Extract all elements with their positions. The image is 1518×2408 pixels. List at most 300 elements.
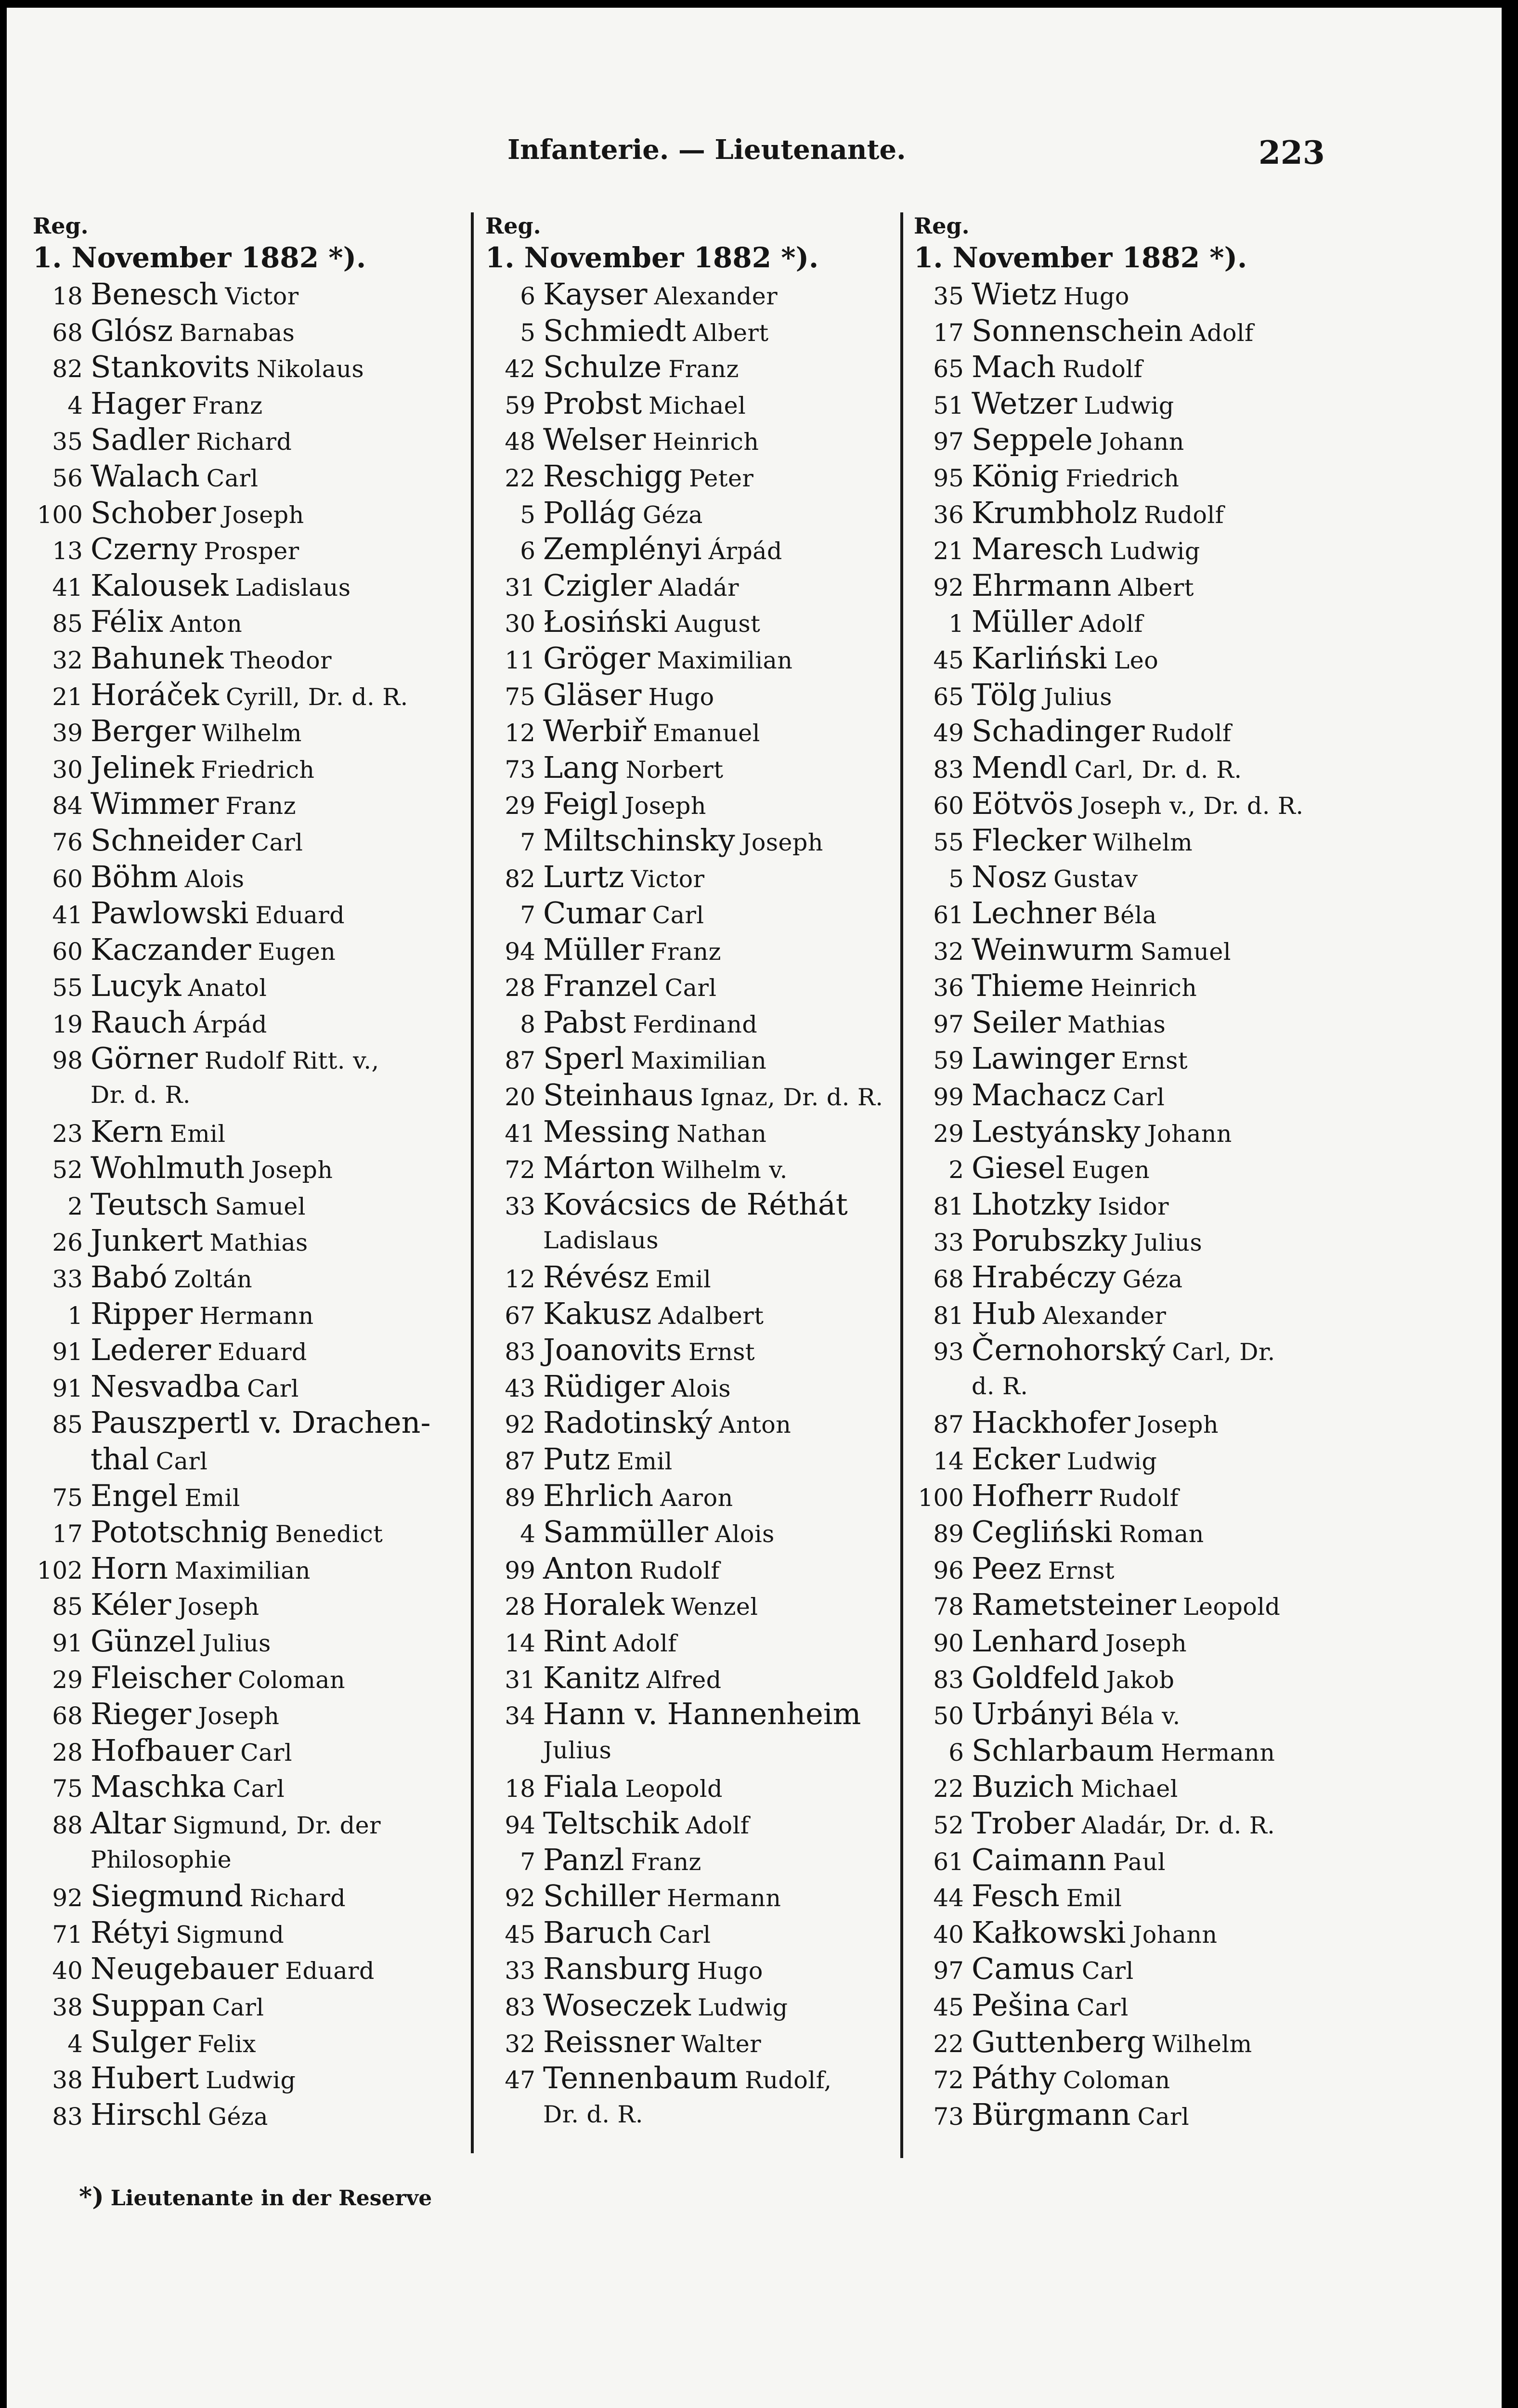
regiment-number: 78 [933, 1593, 964, 1621]
officer-entry [29, 1987, 477, 2024]
officer-entry [481, 1842, 905, 1878]
officer-given-name: Anton [169, 610, 243, 638]
officer-given-name: Gustav [1053, 865, 1138, 893]
officer-given-name: Franz [668, 355, 739, 383]
officer-entry [910, 2024, 1488, 2060]
regiment-number: 29 [52, 1665, 83, 1694]
regiment-number: 83 [933, 1665, 964, 1694]
officer-given-name: Julius [202, 1629, 271, 1657]
officer-surname: Maresch [972, 531, 1103, 567]
officer-given-name: Joseph [198, 1702, 280, 1730]
officer-entry [481, 1040, 905, 1077]
officer-entry [910, 1150, 1488, 1186]
regiment-number: 13 [52, 537, 83, 565]
officer-given-name: Mathias [1067, 1010, 1166, 1038]
officer-given-name: Rudolf [1151, 720, 1232, 747]
officer-entry [29, 1368, 477, 1405]
officer-surname: Babó [91, 1259, 168, 1295]
officer-given-name: Joseph [741, 828, 823, 856]
officer-surname: Günzel [91, 1623, 196, 1659]
officer-surname: Panzl [543, 1842, 624, 1877]
regiment-number: 36 [933, 500, 964, 529]
regiment-number: 83 [52, 2102, 83, 2131]
regiment-number: 61 [933, 1847, 964, 1876]
officer-surname: Sperl [543, 1041, 624, 1076]
officer-given-name: Carl [652, 902, 704, 929]
officer-surname: Hann v. Hannenheim [543, 1696, 861, 1732]
officer-entry [29, 1296, 477, 1332]
officer-surname: Krumbholz [972, 495, 1138, 530]
officer-surname: Schneider [91, 822, 245, 858]
officer-entry [481, 1660, 905, 1696]
officer-entry [29, 1113, 477, 1150]
officer-entry [910, 276, 1488, 313]
regiment-number: 71 [52, 1920, 83, 1949]
regiment-number: 18 [505, 1775, 535, 1803]
regiment-number: 43 [505, 1374, 535, 1402]
officer-given-name: Adolf [1190, 319, 1254, 347]
officer-given-name: Barnabas [180, 319, 295, 347]
officer-given-name: Carl [1077, 1993, 1129, 2021]
footnote [79, 2182, 432, 2212]
officer-surname: Wietz [972, 276, 1057, 312]
officer-entry [910, 1296, 1488, 1332]
officer-entry [29, 567, 477, 604]
officer-entry [910, 1077, 1488, 1113]
roster-column-2 [481, 212, 905, 2168]
officer-entry [29, 1768, 477, 1805]
officer-surname: Schadinger [972, 713, 1145, 749]
regiment-number: 42 [505, 355, 535, 383]
officer-entry [481, 931, 905, 968]
column-divider [471, 212, 474, 2153]
officer-given-name: Ludwig [1110, 537, 1200, 565]
entry-list [29, 276, 477, 2133]
officer-entry [910, 495, 1488, 531]
officer-surname: thal [91, 1441, 149, 1477]
officer-entry [910, 1441, 1488, 1478]
regiment-number: 7 [520, 1847, 535, 1876]
officer-given-name: Wilhelm v. [662, 1156, 788, 1184]
regiment-number: 34 [505, 1702, 535, 1730]
regiment-number: 23 [52, 1119, 83, 1148]
officer-surname: Bürgmann [972, 2096, 1131, 2132]
regiment-number: 14 [933, 1447, 964, 1475]
officer-surname: Łosiński [543, 604, 668, 640]
officer-surname: Steinhaus [543, 1077, 694, 1113]
regiment-number: 52 [933, 1811, 964, 1839]
officer-entry [29, 1004, 477, 1041]
officer-entry [910, 1550, 1488, 1587]
officer-entry [29, 1040, 477, 1077]
officer-given-name: Albert [693, 319, 769, 347]
regiment-number: 97 [933, 1957, 964, 1985]
officer-given-name: Prosper [204, 537, 299, 565]
regiment-number: 94 [505, 1811, 535, 1839]
regiment-number: 65 [933, 355, 964, 383]
officer-entry [29, 531, 477, 567]
officer-given-name: Adalbert [658, 1302, 764, 1330]
officer-entry [29, 1696, 477, 1732]
officer-given-name: Wilhelm [1152, 2030, 1252, 2058]
officer-entry [29, 1950, 477, 1987]
regiment-number: 81 [933, 1192, 964, 1220]
officer-given-name: Ernst [1121, 1047, 1188, 1075]
officer-entry [910, 1623, 1488, 1660]
officer-surname: Suppan [91, 1987, 206, 2023]
officer-entry [910, 749, 1488, 786]
officer-surname: Buzich [972, 1769, 1074, 1805]
officer-given-name: Johann [1132, 1921, 1218, 1949]
officer-surname: Kern [91, 1113, 163, 1149]
officer-entry [481, 1186, 905, 1223]
officer-given-name: Philosophie [91, 1845, 232, 1873]
regiment-number: 99 [933, 1083, 964, 1112]
regiment-number: 39 [52, 719, 83, 747]
officer-entry [481, 1696, 905, 1732]
officer-entry [29, 1732, 477, 1769]
officer-entry [29, 1259, 477, 1296]
officer-entry [910, 1950, 1488, 1987]
officer-given-name: Eduard [285, 1957, 375, 1985]
officer-surname: Schulze [543, 349, 662, 385]
officer-surname: Lenhard [972, 1623, 1099, 1659]
reg-column-label: Reg. [33, 213, 89, 239]
officer-surname: Weinwurm [972, 931, 1134, 967]
officer-given-name: Rudolf, [745, 2067, 832, 2094]
regiment-number: 60 [52, 937, 83, 966]
officer-given-name: Géza [1122, 1266, 1183, 1294]
officer-surname: Glósz [91, 313, 173, 348]
regiment-number: 4 [520, 1520, 535, 1548]
officer-given-name: Carl [659, 1921, 711, 1949]
officer-entry [29, 749, 477, 786]
officer-surname: Urbányi [972, 1696, 1094, 1732]
officer-given-name: Carl [1113, 1084, 1165, 1112]
roster-column-1 [29, 212, 477, 2168]
officer-given-name: Anatol [188, 974, 267, 1002]
officer-surname: Junkert [91, 1223, 203, 1258]
officer-surname: Zemplényi [543, 531, 702, 567]
regiment-number: 19 [52, 1010, 83, 1038]
reg-column-label: Reg. [914, 213, 970, 239]
officer-given-name: Dr. d. R. [543, 2100, 643, 2128]
officer-entry [481, 1113, 905, 1150]
officer-surname: Trober [972, 1805, 1075, 1841]
regiment-number: 28 [505, 974, 535, 1002]
officer-surname: Reissner [543, 2024, 675, 2059]
regiment-number: 36 [933, 974, 964, 1002]
officer-given-name: Ignaz, Dr. d. R. [700, 1084, 883, 1112]
officer-surname: Thieme [972, 968, 1084, 1004]
officer-given-name: Carl, Dr. [1172, 1338, 1275, 1366]
officer-given-name: Rudolf [639, 1557, 720, 1584]
officer-given-name: Árpád [708, 537, 782, 565]
officer-surname: Horáček [91, 677, 219, 712]
regiment-number: 29 [933, 1119, 964, 1148]
regiment-number: 33 [505, 1957, 535, 1985]
officer-surname: Altar [91, 1805, 166, 1841]
officer-surname: Probst [543, 385, 642, 421]
regiment-number: 1 [948, 610, 964, 638]
regiment-number: 68 [52, 318, 83, 347]
regiment-number: 2 [948, 1156, 964, 1184]
officer-surname: Hubert [91, 2060, 199, 2096]
officer-entry [29, 495, 477, 531]
regiment-number: 85 [52, 1593, 83, 1621]
officer-given-name: Maximilian [631, 1047, 767, 1075]
regiment-number: 87 [505, 1047, 535, 1075]
regiment-number: 35 [933, 282, 964, 310]
regiment-number: 28 [52, 1738, 83, 1767]
regiment-number: 32 [505, 2029, 535, 2058]
regiment-number: 67 [505, 1301, 535, 1330]
officer-given-name: Samuel [1140, 938, 1232, 966]
regiment-number: 75 [505, 682, 535, 711]
officer-surname: Benesch [91, 276, 219, 312]
regiment-number: 60 [52, 864, 83, 893]
officer-given-name: Ladislaus [543, 1227, 659, 1255]
officer-surname: Müller [543, 931, 644, 967]
regiment-number: 12 [505, 719, 535, 747]
officer-given-name: Ludwig [1084, 392, 1174, 419]
regiment-number: 38 [52, 2066, 83, 2094]
officer-surname: Rauch [91, 1004, 187, 1040]
regiment-number: 59 [505, 391, 535, 419]
officer-surname: Hub [972, 1296, 1036, 1331]
officer-given-name: Emil [184, 1484, 240, 1512]
officer-surname: Teltschik [543, 1805, 679, 1841]
officer-given-name: Hermann [666, 1885, 781, 1912]
officer-surname: Hofbauer [91, 1732, 234, 1768]
regiment-number: 28 [505, 1593, 535, 1621]
regiment-number: 83 [933, 755, 964, 784]
roster-column-3 [910, 212, 1488, 2168]
officer-given-name: Joseph [1137, 1411, 1219, 1439]
officer-surname: Schlarbaum [972, 1732, 1154, 1768]
regiment-number: 81 [933, 1301, 964, 1330]
regiment-number: 45 [933, 1993, 964, 2021]
officer-given-name: Franz [631, 1848, 701, 1876]
officer-surname: Ehrlich [543, 1478, 654, 1513]
officer-entry [910, 567, 1488, 604]
officer-given-name: Michael [649, 392, 746, 419]
officer-surname: Ripper [91, 1296, 193, 1331]
officer-given-name: Paul [1113, 1848, 1166, 1876]
officer-entry [910, 1842, 1488, 1878]
officer-entry [481, 785, 905, 822]
officer-given-name: Géza [208, 2103, 269, 2131]
officer-given-name: Victor [631, 865, 705, 893]
officer-surname: Páthy [972, 2060, 1056, 2096]
officer-entry [29, 421, 477, 458]
officer-given-name: Emil [1066, 1885, 1122, 1912]
regiment-number: 92 [505, 1884, 535, 1912]
officer-entry [481, 1768, 905, 1805]
officer-surname: Lhotzky [972, 1186, 1091, 1222]
officer-entry [29, 859, 477, 895]
officer-entry [910, 859, 1488, 895]
officer-surname: Hackhofer [972, 1405, 1130, 1440]
officer-surname: Fiala [543, 1769, 619, 1805]
officer-entry [910, 785, 1488, 822]
regiment-number: 38 [52, 1993, 83, 2021]
officer-entry [29, 2024, 477, 2060]
officer-given-name: Franz [192, 392, 263, 419]
officer-entry [29, 1332, 477, 1368]
officer-surname: Márton [543, 1150, 655, 1186]
page-number: 223 [1259, 134, 1325, 171]
regiment-number: 11 [505, 646, 535, 674]
regiment-number: 22 [933, 2029, 964, 2058]
officer-surname: Walach [91, 458, 200, 494]
officer-given-name: Eduard [218, 1338, 307, 1366]
officer-surname: Seiler [972, 1004, 1061, 1040]
officer-entry [481, 1586, 905, 1623]
regiment-number: 45 [505, 1920, 535, 1949]
officer-given-name: Johann [1147, 1120, 1232, 1148]
officer-given-name: Leo [1114, 646, 1159, 674]
regiment-number: 41 [52, 573, 83, 602]
regiment-number: 47 [505, 2066, 535, 2094]
regiment-number: 61 [933, 901, 964, 929]
officer-given-name: Eugen [1072, 1156, 1150, 1184]
officer-surname: Cegliński [972, 1514, 1113, 1550]
officer-given-name: Julius [543, 1736, 612, 1764]
officer-given-name: Joseph [222, 501, 304, 529]
officer-surname: Schober [91, 495, 216, 530]
officer-surname: Kałkowski [972, 1914, 1126, 1950]
officer-entry [910, 1732, 1488, 1769]
officer-given-name: Carl [247, 1374, 299, 1402]
officer-entry [481, 1296, 905, 1332]
officer-surname: Lestyánsky [972, 1113, 1141, 1149]
regiment-number: 12 [505, 1265, 535, 1294]
regiment-number: 7 [520, 901, 535, 929]
officer-given-name: d. R. [972, 1372, 1028, 1400]
officer-entry [910, 1768, 1488, 1805]
officer-surname: Lederer [91, 1332, 211, 1368]
regiment-number: 73 [505, 755, 535, 784]
officer-surname: Giesel [972, 1150, 1065, 1186]
officer-surname: Porubszky [972, 1223, 1127, 1258]
officer-entry [29, 1623, 477, 1660]
officer-entry [481, 749, 905, 786]
regiment-number: 33 [933, 1229, 964, 1257]
officer-surname: Fleischer [91, 1660, 232, 1695]
officer-surname: Flecker [972, 822, 1087, 858]
officer-surname: Ehrmann [972, 567, 1112, 603]
officer-surname: Bahunek [91, 640, 224, 676]
officer-entry [910, 895, 1488, 931]
officer-entry [481, 458, 905, 495]
regiment-number: 68 [52, 1702, 83, 1730]
officer-given-name: Hermann [1160, 1739, 1275, 1767]
officer-surname: Miltschinsky [543, 822, 735, 858]
regiment-number: 59 [933, 1047, 964, 1075]
officer-entry [29, 1222, 477, 1259]
officer-entry [481, 1404, 905, 1441]
officer-surname: Gläser [543, 677, 642, 712]
officer-entry [29, 2096, 477, 2133]
officer-given-name: Jakob [1106, 1666, 1175, 1694]
officer-entry [481, 313, 905, 349]
officer-given-name: Adolf [685, 1811, 750, 1839]
regiment-number: 76 [52, 828, 83, 856]
officer-given-name: Géza [642, 501, 703, 529]
officer-entry [29, 313, 477, 349]
officer-entry [910, 677, 1488, 713]
officer-given-name: Eduard [255, 902, 345, 929]
regiment-number: 102 [37, 1556, 83, 1584]
officer-entry [910, 349, 1488, 385]
officer-given-name: Alexander [1042, 1302, 1167, 1330]
officer-given-name: Rudolf [1099, 1484, 1179, 1512]
officer-entry [481, 1623, 905, 1660]
officer-surname: Hrabéczy [972, 1259, 1116, 1295]
officer-entry [481, 1514, 905, 1550]
officer-given-name: Rudolf Ritt. v., [204, 1047, 379, 1075]
officer-surname: Cumar [543, 895, 646, 931]
regiment-number: 73 [933, 2102, 964, 2131]
officer-given-name: Hugo [697, 1957, 763, 1985]
officer-surname: Hofherr [972, 1478, 1092, 1513]
regiment-number: 85 [52, 610, 83, 638]
officer-surname: Sonnenschein [972, 313, 1183, 348]
officer-given-name: Maximilian [174, 1557, 311, 1584]
officer-surname: Lechner [972, 895, 1096, 931]
officer-surname: Welser [543, 422, 646, 458]
officer-surname: Kanitz [543, 1660, 640, 1695]
officer-surname: Kovácsics de Réthát [543, 1186, 848, 1222]
officer-surname: Teutsch [91, 1186, 208, 1222]
officer-given-name: Carl [1137, 2103, 1190, 2131]
officer-surname: Horn [91, 1550, 168, 1586]
officer-entry [910, 640, 1488, 677]
officer-surname: Kakusz [543, 1296, 652, 1331]
officer-surname: König [972, 458, 1059, 494]
officer-given-name: Johann [1099, 428, 1184, 456]
officer-given-name: Joseph v., Dr. d. R. [1080, 792, 1304, 820]
entry-continuation [29, 1077, 477, 1113]
officer-entry [910, 968, 1488, 1004]
officer-entry [910, 1004, 1488, 1041]
regiment-number: 14 [505, 1629, 535, 1657]
regiment-number: 51 [933, 391, 964, 419]
officer-given-name: Walter [681, 2030, 762, 2058]
officer-entry [29, 458, 477, 495]
regiment-number: 33 [505, 1192, 535, 1220]
entry-continuation [29, 1441, 477, 1478]
officer-entry [910, 1404, 1488, 1441]
officer-entry [481, 385, 905, 422]
officer-given-name: Albert [1118, 574, 1194, 602]
footnote-marker: *) [79, 2182, 104, 2212]
officer-surname: Woseczek [543, 1987, 691, 2023]
regiment-number: 1 [67, 1301, 83, 1330]
officer-given-name: Ludwig [698, 1993, 788, 2021]
officer-entry [481, 1368, 905, 1405]
officer-surname: Ransburg [543, 1951, 690, 1987]
regiment-number: 7 [520, 828, 535, 856]
officer-given-name: Hermann [199, 1302, 314, 1330]
officer-surname: Rüdiger [543, 1368, 665, 1404]
regiment-number: 83 [505, 1993, 535, 2021]
officer-surname: Hager [91, 385, 186, 421]
officer-given-name: Carl [1081, 1957, 1134, 1985]
entry-continuation [29, 1842, 477, 1878]
officer-given-name: Emil [617, 1448, 673, 1475]
